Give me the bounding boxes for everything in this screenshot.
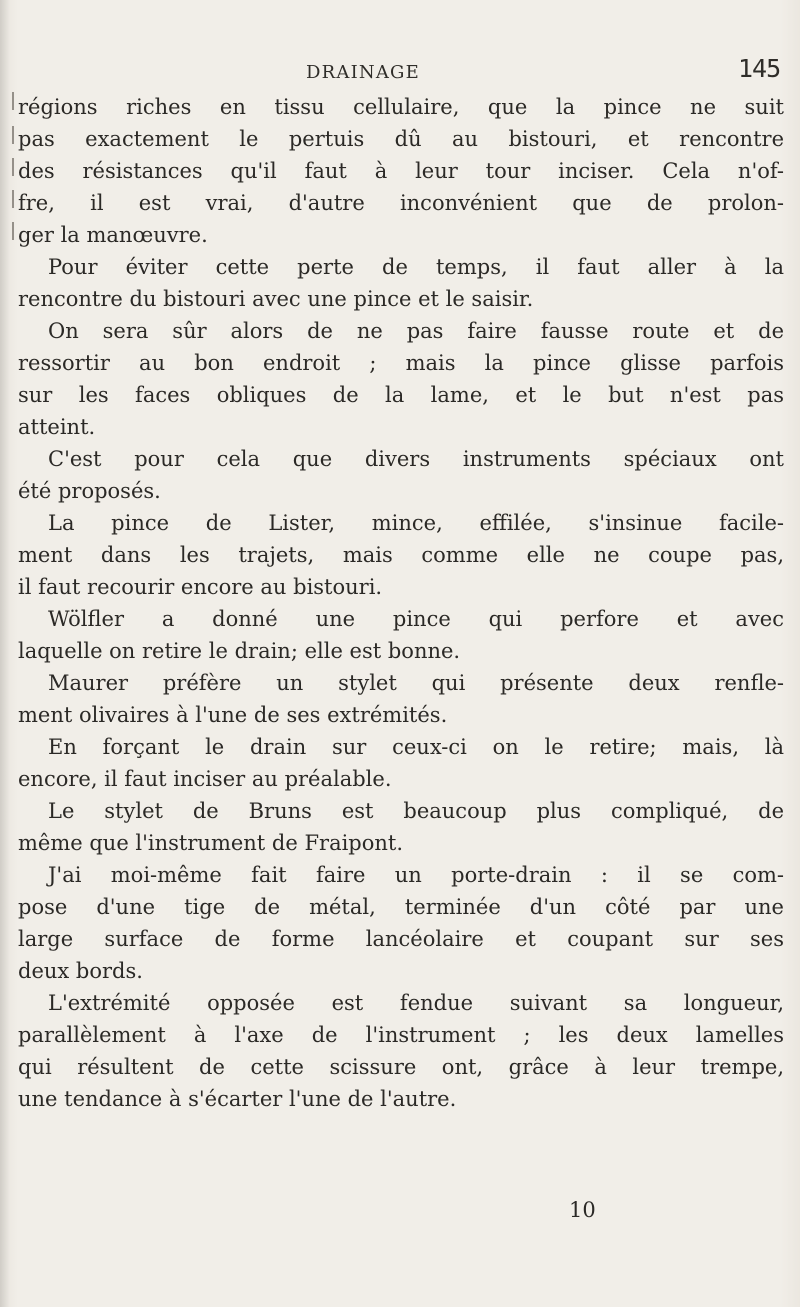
signature-mark: 10	[569, 1198, 596, 1222]
text-line: En forçant le drain sur ceux-ci on le retire; mais, là	[48, 735, 784, 759]
text-line: ressortir au bon endroit ; mais la pince glisse parfois	[18, 351, 784, 375]
text-line: même que l'instrument de Fraipont.	[18, 831, 404, 855]
text-line: La pince de Lister, mince, effilée, s'insinue facile-	[48, 511, 784, 535]
running-header	[0, 54, 800, 84]
text-line: ment dans les trajets, mais comme elle ne coupe pas,	[18, 543, 784, 567]
text-line: sur les faces obliques de la lame, et le but n'est pas	[18, 383, 784, 407]
text-line: parallèlement à l'axe de l'instrument ; les deux lamelles	[18, 1023, 784, 1047]
left-margin-mark	[12, 158, 14, 176]
text-line: il faut recourir encore au bistouri.	[18, 575, 383, 599]
text-line: C'est pour cela que divers instruments spéciaux ont	[48, 447, 784, 471]
text-line: Le stylet de Bruns est beaucoup plus compliqué, de	[48, 799, 784, 823]
text-line: pas exactement le pertuis dû au bistouri, et rencontre	[18, 127, 784, 151]
text-line: large surface de forme lancéolaire et coupant sur ses	[18, 927, 784, 951]
text-line: Maurer préfère un stylet qui présente deux renfle-	[48, 671, 784, 695]
left-margin-mark	[12, 190, 14, 208]
text-line: une tendance à s'écarter l'une de l'autre.	[18, 1087, 457, 1111]
text-line: L'extrémité opposée est fendue suivant sa longueur,	[48, 991, 784, 1015]
text-line: pose d'une tige de métal, terminée d'un côté par une	[18, 895, 784, 919]
text-line: J'ai moi-même fait faire un porte-drain : il se com-	[48, 863, 784, 887]
text-line: ger la manœuvre.	[18, 223, 208, 247]
body-text	[18, 91, 784, 1115]
text-line: qui résultent de cette scissure ont, grâce à leur trempe,	[18, 1055, 784, 1079]
text-line: été proposés.	[18, 479, 161, 503]
text-line: Pour éviter cette perte de temps, il faut aller à la	[48, 255, 784, 279]
text-line: Wölfler a donné une pince qui perfore et avec	[48, 607, 784, 631]
page-binding-shadow	[0, 0, 10, 1307]
left-margin-mark	[12, 126, 14, 144]
text-line: laquelle on retire le drain; elle est bonne.	[18, 639, 461, 663]
text-line: deux bords.	[18, 959, 143, 983]
text-line: des résistances qu'il faut à leur tour inciser. Cela n'of-	[18, 159, 784, 183]
text-line: On sera sûr alors de ne pas faire fausse route et de	[48, 319, 784, 343]
left-margin-mark	[12, 222, 14, 240]
text-line: ment olivaires à l'une de ses extrémités.	[18, 703, 448, 727]
text-line: régions riches en tissu cellulaire, que la pince ne suit	[18, 95, 784, 119]
text-line: encore, il faut inciser au préalable.	[18, 767, 392, 791]
text-line: rencontre du bistouri avec une pince et le saisir.	[18, 287, 534, 311]
text-line: atteint.	[18, 415, 96, 439]
page-number: 145	[738, 54, 781, 83]
running-title: DRAINAGE	[306, 62, 420, 83]
left-margin-mark	[12, 92, 14, 110]
text-line: fre, il est vrai, d'autre inconvénient que de prolon-	[18, 191, 784, 215]
